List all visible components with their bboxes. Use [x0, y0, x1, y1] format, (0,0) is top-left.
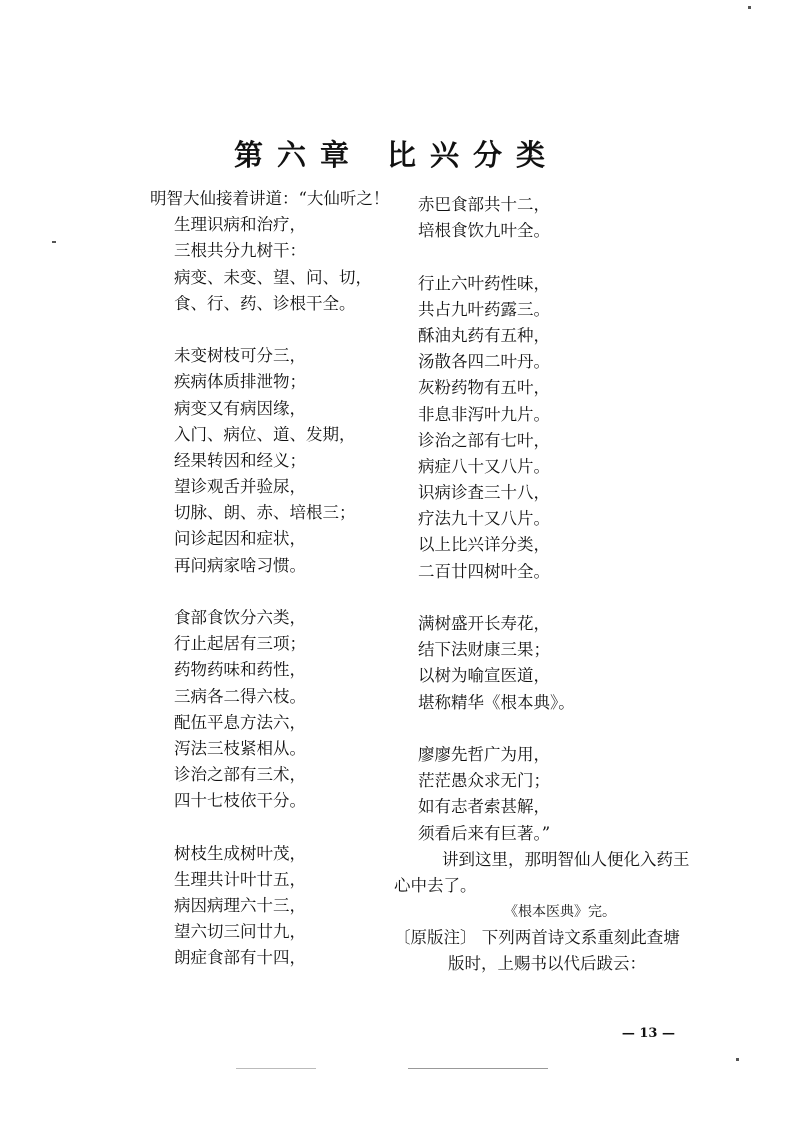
verse-line: 须看后来有巨著。” — [418, 823, 551, 843]
verse-line: 行止起居有三项； — [174, 634, 306, 654]
scan-speck — [736, 1058, 739, 1061]
scan-line — [408, 1068, 548, 1069]
verse-line: 经果转因和经义； — [174, 450, 306, 470]
verse-line: 望六切三问廿九， — [174, 922, 306, 942]
verse-line: 生理共计叶廿五， — [174, 869, 306, 889]
verse-line: 灰粉药物有五叶， — [418, 378, 550, 398]
verse-line: 汤散各四二叶丹。 — [418, 352, 550, 372]
verse-line: 结下法财康三果； — [418, 640, 550, 660]
scan-speck — [748, 6, 751, 9]
verse-line: 三病各二得六枝。 — [174, 686, 306, 706]
verse-line: 行止六叶药性味， — [418, 273, 550, 293]
verse-line: 酥油丸药有五种， — [418, 325, 550, 345]
verse-line: 共占九叶药露三。 — [418, 299, 550, 319]
verse-line: 二百廿四树叶全。 — [418, 561, 550, 581]
stanza-gap — [150, 579, 430, 605]
editor-note-line: 〔原版注〕 下列两首诗文系重刻此查塘 — [394, 928, 680, 948]
verse-line: 以树为喻宣医道， — [418, 666, 550, 686]
verse-line: 病症八十又八片。 — [418, 456, 550, 476]
chapter-title: 第六章 比兴分类 — [233, 138, 560, 172]
verse-line: 药物药味和药性， — [174, 660, 306, 680]
verse-line: 赤巴食部共十二， — [418, 195, 550, 214]
verse-line: 病变、未变、望、问、切， — [174, 267, 372, 287]
verse-line: 泻法三枝紧相从。 — [174, 738, 306, 758]
stanza-gap — [394, 585, 694, 611]
verse-line: 满树盛开长寿花， — [418, 614, 550, 633]
verse-line: 生理识病和治疗， — [174, 215, 306, 235]
verse-line: 树枝生成树叶茂， — [174, 843, 306, 863]
right-verse-column — [394, 192, 694, 978]
verse-line: 如有志者索甚解， — [418, 797, 550, 817]
end-caption: 《根本医典》完。 — [504, 904, 616, 921]
page-number: — 13 — — [621, 1026, 675, 1041]
editor-note-line: 版时，上赐书以代后跋云： — [448, 954, 646, 974]
verse-line: 四十七枝依干分。 — [174, 791, 306, 811]
verse-line: 病因病理六十三， — [174, 896, 306, 916]
verse-line: 食、行、药、诊根干全。 — [174, 293, 356, 313]
prose-line: 心中去了。 — [394, 875, 477, 895]
prose-line: 讲到这里，那明智仙人便化入药王 — [442, 849, 690, 869]
verse-line: 廖廖先哲广为用， — [418, 744, 550, 764]
verse-line: 茫茫愚众求无门； — [418, 771, 550, 791]
stanza-gap — [150, 815, 430, 841]
verse-line: 诊治之部有三术， — [174, 765, 306, 785]
verse-line: 明智大仙接着讲道：“大仙听之！ — [150, 189, 390, 208]
verse-line: 病变又有病因缘， — [174, 398, 306, 418]
stanza-gap — [150, 317, 430, 343]
verse-line: 以上比兴详分类， — [418, 535, 550, 555]
verse-line: 再问病家啥习惯。 — [174, 555, 306, 575]
verse-line: 诊治之部有七叶， — [418, 430, 550, 450]
verse-line: 三根共分九树干： — [174, 241, 306, 261]
verse-line: 切脉、朗、赤、培根三； — [174, 503, 356, 523]
verse-line: 疗法九十又八片。 — [418, 509, 550, 529]
verse-line: 配伍平息方法六， — [174, 712, 306, 732]
stanza-gap — [394, 244, 694, 270]
verse-line: 堪称精华《根本典》。 — [418, 692, 575, 712]
verse-line: 疾病体质排泄物； — [174, 372, 306, 392]
scan-speck — [52, 241, 56, 243]
verse-line: 未变树枝可分三， — [174, 346, 306, 366]
left-verse-column — [150, 186, 430, 972]
verse-line: 识病诊査三十八， — [418, 483, 550, 503]
verse-line: 望诊观舌并验尿， — [174, 477, 306, 497]
verse-line: 问诊起因和症状， — [174, 529, 306, 549]
scan-line — [236, 1068, 316, 1069]
verse-line: 培根食饮九叶全。 — [418, 221, 550, 241]
verse-line: 非息非泻叶九片。 — [418, 404, 550, 424]
verse-line: 入门、病位、道、发期， — [174, 424, 356, 444]
verse-line: 食部食饮分六类， — [174, 608, 306, 627]
stanza-gap — [394, 716, 694, 742]
verse-line: 朗症食部有十四， — [174, 948, 306, 968]
